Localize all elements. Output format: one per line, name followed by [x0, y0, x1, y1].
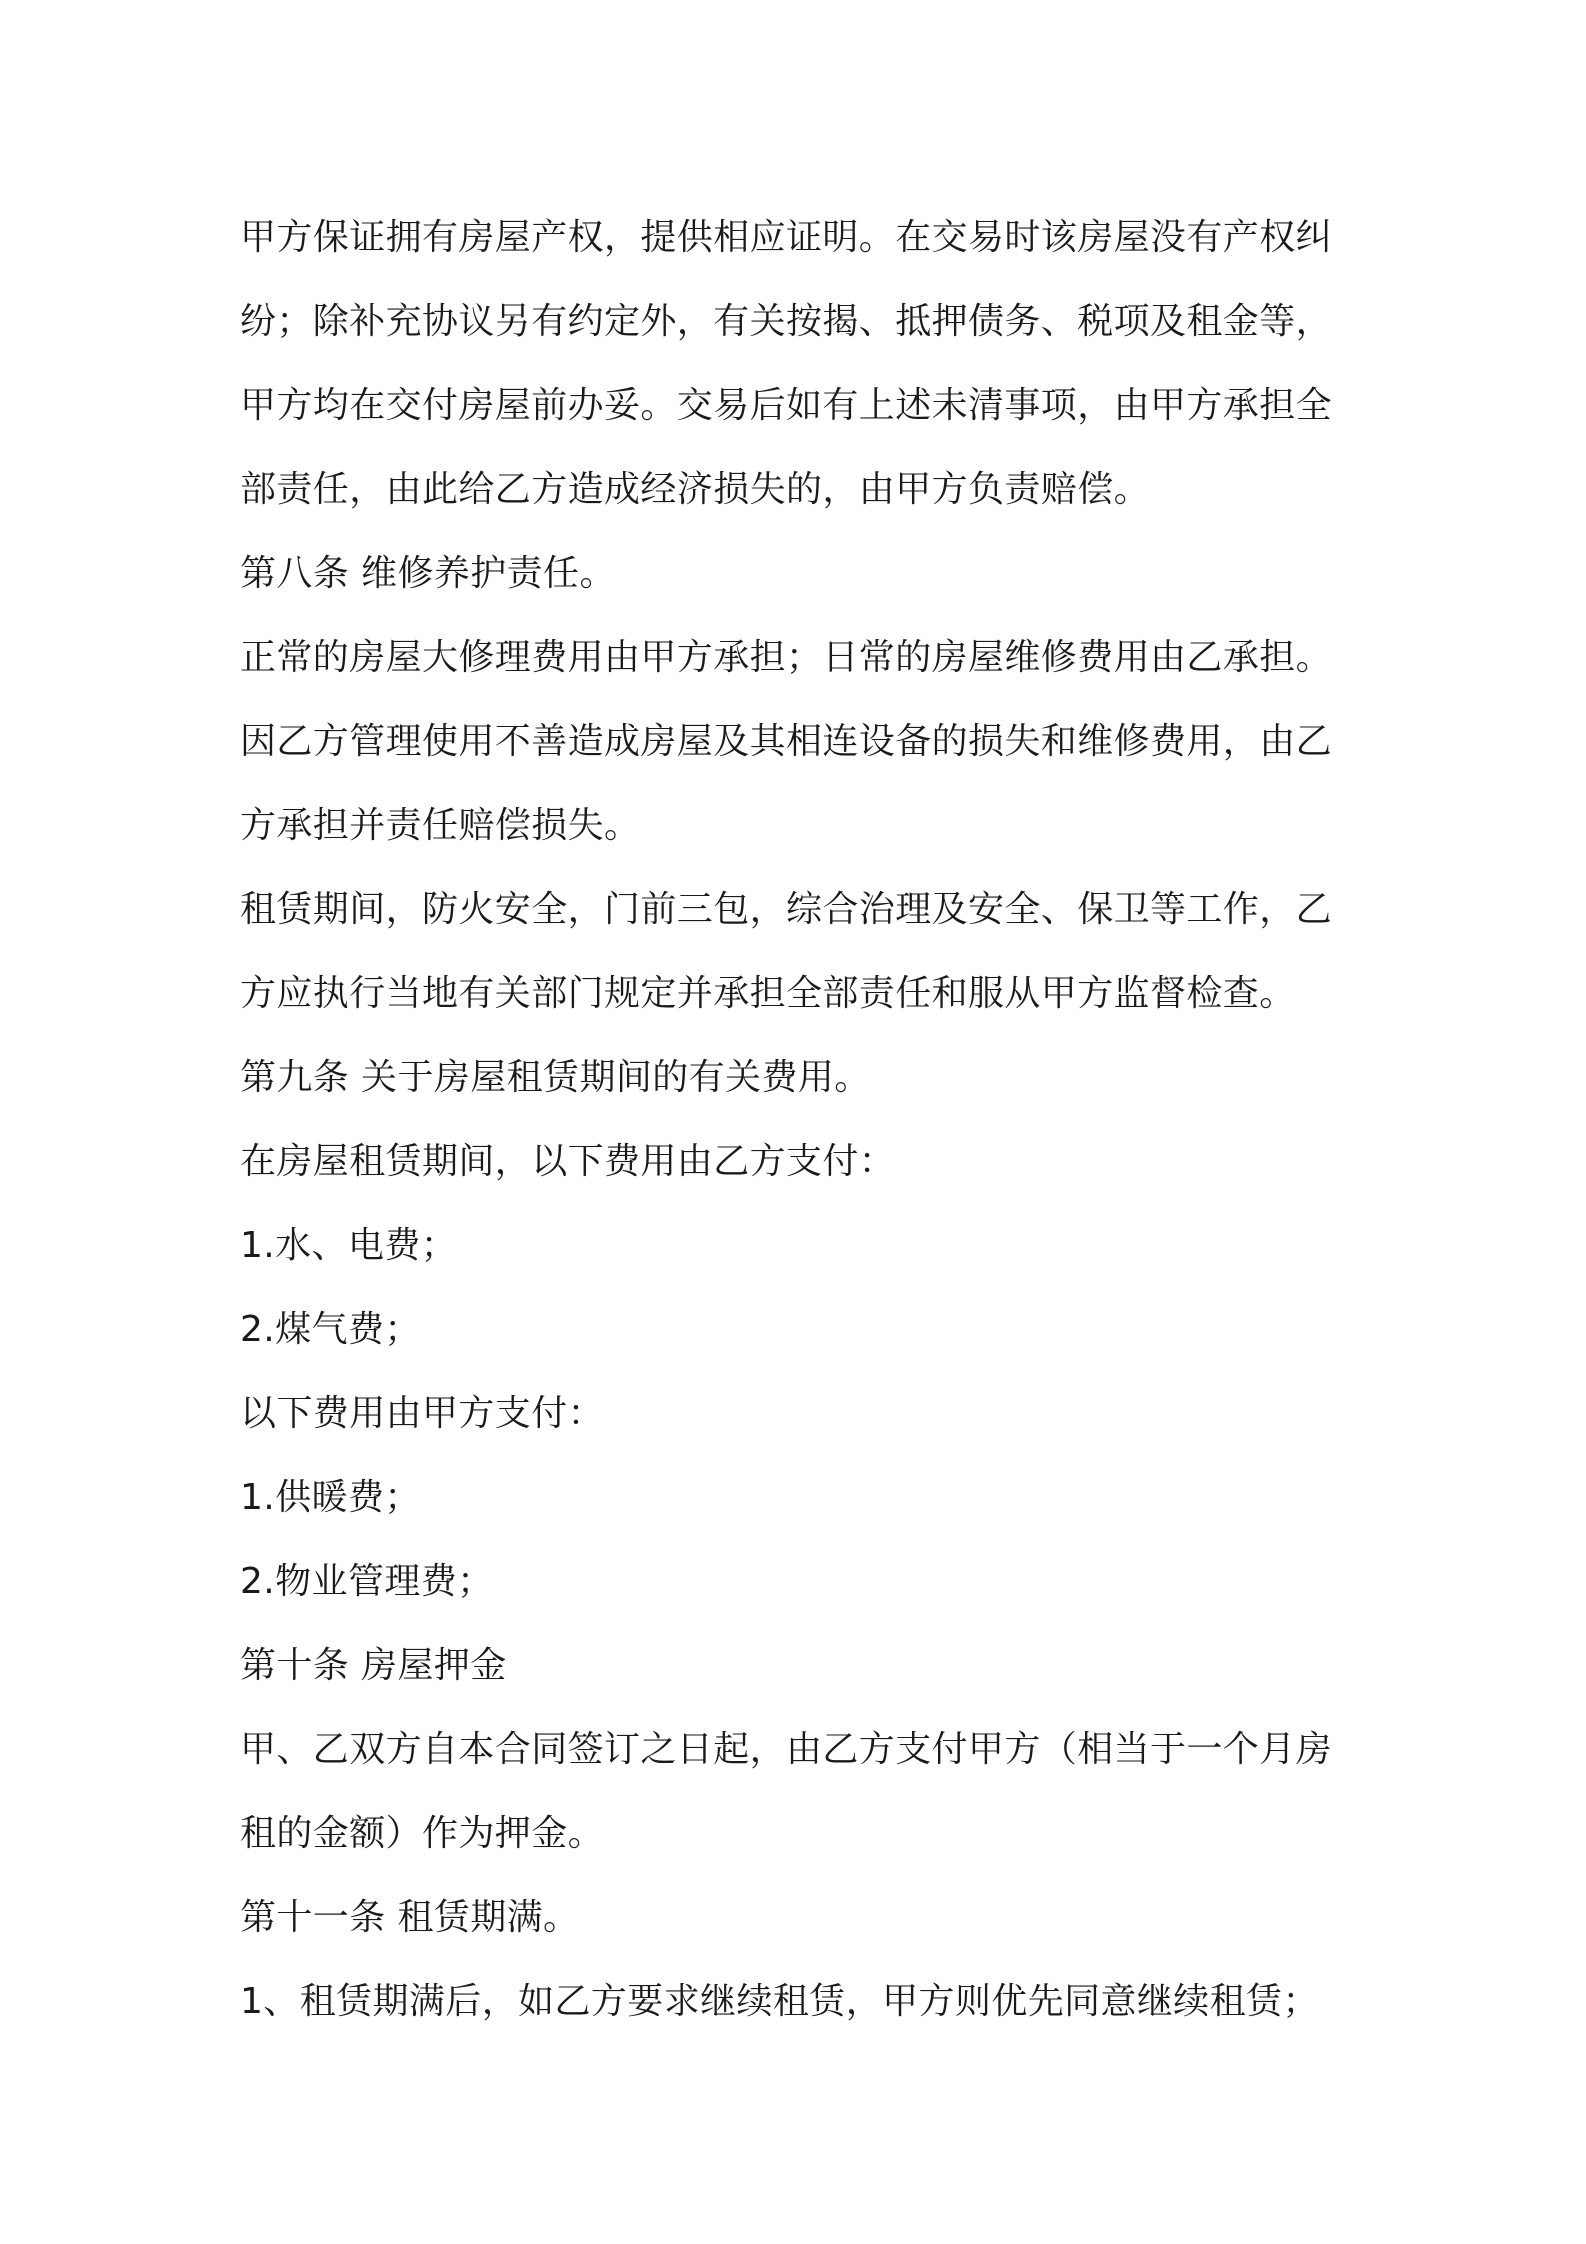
paragraph-line: 正常的房屋大修理费用由甲方承担；日常的房屋维修费用由乙承担。: [240, 637, 1333, 678]
list-item: 2.物业管理费；: [240, 1561, 494, 1602]
paragraph-line: 方承担并责任赔偿损失。: [240, 805, 641, 846]
paragraph-line: 租的金额）作为押金。: [240, 1813, 605, 1854]
paragraph-line: 方应执行当地有关部门规定并承担全部责任和服从甲方监督检查。: [240, 973, 1296, 1014]
section-heading-article-10: 第十条 房屋押金: [240, 1645, 507, 1686]
section-heading-article-11: 第十一条 租赁期满。: [240, 1897, 580, 1938]
paragraph-line: 纷；除补充协议另有约定外，有关按揭、抵押债务、税项及租金等，: [240, 301, 1333, 342]
paragraph-line: 部责任，由此给乙方造成经济损失的，由甲方负责赔偿。: [240, 469, 1151, 510]
paragraph-line: 以下费用由甲方支付：: [240, 1393, 605, 1434]
list-item: 1.水、电费；: [240, 1225, 458, 1266]
list-item: 1.供暖费；: [240, 1477, 421, 1518]
paragraph-line: 因乙方管理使用不善造成房屋及其相连设备的损失和维修费用，由乙: [240, 721, 1333, 762]
section-heading-article-8: 第八条 维修养护责任。: [240, 553, 616, 594]
paragraph-line: 甲方均在交付房屋前办妥。交易后如有上述未清事项，由甲方承担全: [240, 385, 1333, 426]
paragraph-line: 甲、乙双方自本合同签订之日起，由乙方支付甲方（相当于一个月房: [240, 1729, 1333, 1770]
paragraph-line: 甲方保证拥有房屋产权，提供相应证明。在交易时该房屋没有产权纠: [240, 217, 1333, 258]
section-heading-article-9: 第九条 关于房屋租赁期间的有关费用。: [240, 1057, 871, 1098]
paragraph-line: 租赁期间，防火安全，门前三包，综合治理及安全、保卫等工作，乙: [240, 889, 1333, 930]
list-item: 1、租赁期满后，如乙方要求继续租赁，甲方则优先同意继续租赁；: [240, 1981, 1319, 2022]
list-item: 2.煤气费；: [240, 1309, 421, 1350]
paragraph-line: 在房屋租赁期间，以下费用由乙方支付：: [240, 1141, 896, 1182]
document-body: [240, 196, 1360, 2044]
